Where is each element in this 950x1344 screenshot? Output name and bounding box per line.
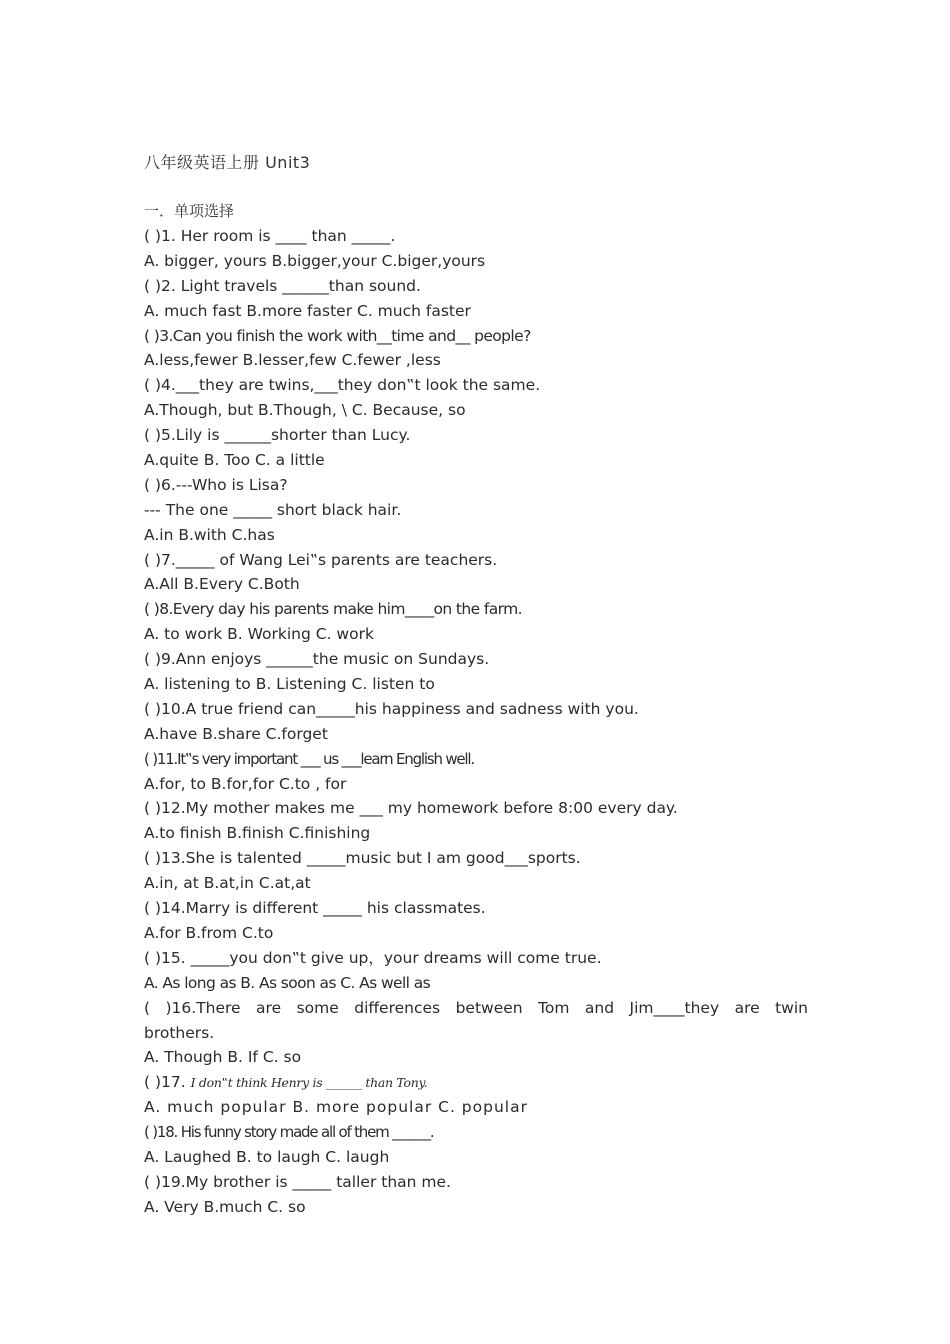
question-line: ( )12.My mother makes me ___ my homework before 8:00 every day. bbox=[144, 799, 678, 818]
option-line: A. bigger, yours B.bigger,your C.biger,yours bbox=[144, 251, 486, 270]
question-list bbox=[144, 224, 808, 1220]
option-line: A. much popular B. more popular C. popular bbox=[144, 1098, 528, 1117]
question-line: ( )16.There are some differences between Tom and Jim____they are twin bbox=[144, 998, 808, 1017]
question-line: ( )11.It‟s very important ___ us ___learn English well. bbox=[144, 749, 474, 768]
option-line: A.in B.with C.has bbox=[144, 525, 275, 544]
option-line: A. Very B.much C. so bbox=[144, 1197, 306, 1216]
question-line: ( )6.---Who is Lisa? bbox=[144, 475, 288, 494]
option-line: A. As long as B. As soon as C. As well as bbox=[144, 973, 431, 992]
option-line: A. Though B. If C. so bbox=[144, 1048, 302, 1067]
question-line: --- The one _____ short black hair. bbox=[144, 500, 402, 519]
option-line: A.for, to B.for,for C.to , for bbox=[144, 774, 347, 793]
question-line: ( )8.Every day his parents make him____on the farm. bbox=[144, 600, 522, 619]
question-line: ( )5.Lily is ______shorter than Lucy. bbox=[144, 426, 411, 445]
question-text-italic: I don‟t think Henry is ______ than Tony. bbox=[190, 1075, 428, 1091]
question-line: ( )3.Can you finish the work with__time and__ people? bbox=[144, 326, 531, 345]
option-line: A.quite B. Too C. a little bbox=[144, 451, 325, 470]
option-line: A.for B.from C.to bbox=[144, 923, 274, 942]
question-line-continued: brothers. bbox=[144, 1023, 215, 1042]
question-line: ( )4.___they are twins,___they don‟t look the same. bbox=[144, 376, 541, 395]
question-line bbox=[144, 1070, 808, 1095]
option-line: A.to finish B.finish C.finishing bbox=[144, 824, 371, 843]
question-line: ( )7._____ of Wang Lei‟s parents are teachers. bbox=[144, 550, 498, 569]
question-line: ( )2. Light travels ______than sound. bbox=[144, 276, 421, 295]
question-line: ( )15. _____you don‟t give up，your dreams will come true. bbox=[144, 948, 602, 967]
option-line: A. much fast B.more faster C. much faster bbox=[144, 301, 471, 320]
option-line: A.in, at B.at,in C.at,at bbox=[144, 874, 311, 893]
document-title: 八年级英语上册 Unit3 bbox=[144, 153, 311, 172]
option-line: A.less,fewer B.lesser,few C.fewer ,less bbox=[144, 351, 441, 370]
option-line: A.have B.share C.forget bbox=[144, 724, 328, 743]
option-line: A.All B.Every C.Both bbox=[144, 575, 300, 594]
option-line: A. listening to B. Listening C. listen to bbox=[144, 675, 435, 694]
question-line: ( )9.Ann enjoys ______the music on Sundays. bbox=[144, 650, 490, 669]
question-line: ( )14.Marry is different _____ his classmates. bbox=[144, 899, 486, 918]
option-line: A.Though, but B.Though, \ C. Because, so bbox=[144, 401, 466, 420]
question-line: ( )1. Her room is ____ than _____. bbox=[144, 227, 396, 245]
question-line: ( )19.My brother is _____ taller than me. bbox=[144, 1172, 451, 1191]
section-heading: 一．单项选择 bbox=[144, 202, 235, 220]
option-line: A. Laughed B. to laugh C. laugh bbox=[144, 1147, 390, 1166]
question-number: ( )17. bbox=[144, 1073, 191, 1092]
question-line: ( )13.She is talented _____music but I am good___sports. bbox=[144, 849, 581, 868]
question-line: ( )18. His funny story made all of them ______. bbox=[144, 1123, 434, 1142]
option-line: A. to work B. Working C. work bbox=[144, 625, 374, 644]
question-line: ( )10.A true friend can_____his happiness and sadness with you. bbox=[144, 699, 639, 718]
